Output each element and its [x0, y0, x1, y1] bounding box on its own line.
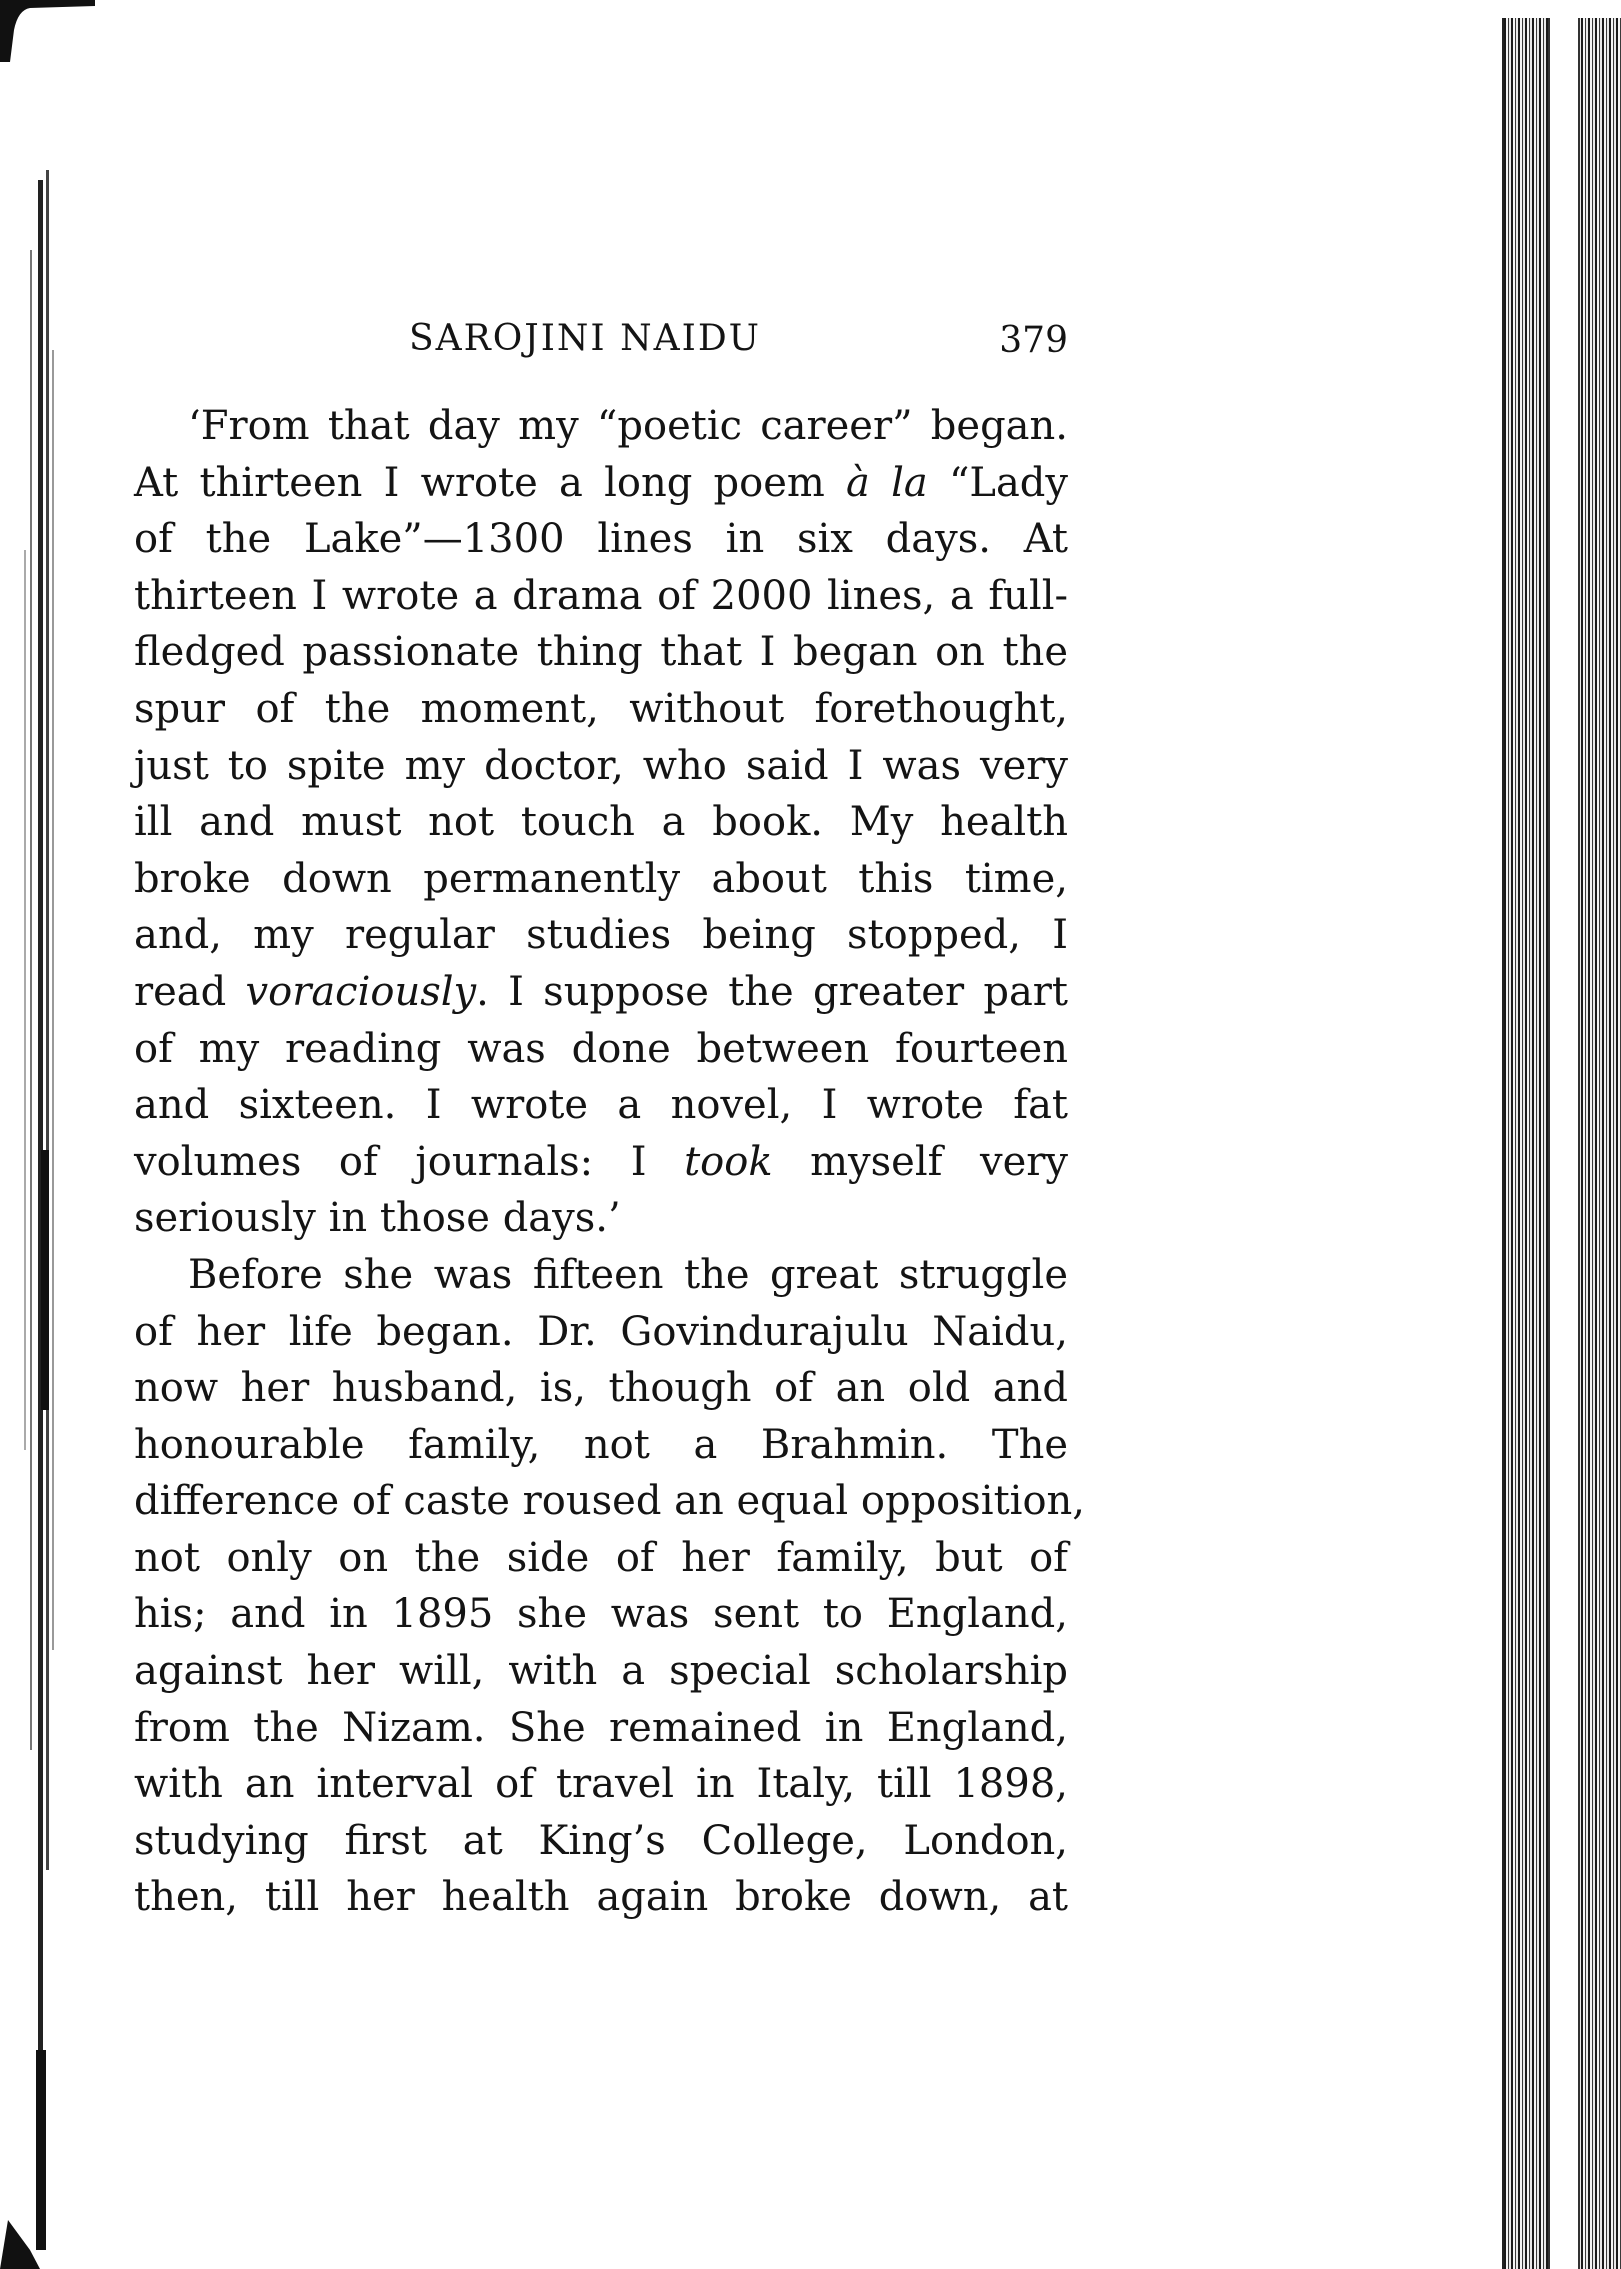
text-line: studying first at King’s College, London,: [134, 1817, 1068, 1864]
text-line: just to spite my doctor, who said I was very: [134, 742, 1068, 789]
text-line: spur of the moment, without forethought,: [134, 685, 1068, 732]
text-line: honourable family, not a Brahmin. The: [134, 1421, 1068, 1468]
text-line: then, till her health again broke down, at: [134, 1874, 1068, 1921]
text-line: from the Nizam. She remained in England,: [134, 1704, 1068, 1751]
page-number: 379: [999, 320, 1068, 361]
paragraph-narrative: [134, 1247, 1085, 1926]
text-line: broke down permanently about this time,: [134, 855, 1068, 902]
scan-right-page-edge-gap: [1548, 18, 1580, 2269]
text-line: now her husband, is, though of an old and: [134, 1365, 1068, 1412]
text-line: At thirteen I wrote a long poem à la “Lady: [134, 459, 1069, 506]
text-line: seriously in those days.’: [134, 1195, 621, 1242]
text-line: difference of caste roused an equal opposition,: [134, 1478, 1085, 1525]
scan-corner-mark: [0, 0, 95, 62]
text-line: read voraciously. I suppose the greater part: [134, 968, 1068, 1015]
text-line: his; and in 1895 she was sent to England,: [134, 1591, 1068, 1638]
text-line: volumes of journals: I took myself very: [134, 1138, 1068, 1185]
scan-left-binding-edge: [0, 150, 95, 2269]
text-line: with an interval of travel in Italy, till 1898,: [134, 1761, 1068, 1808]
text-line: against her will, with a special scholarship: [134, 1648, 1068, 1695]
text-line: thirteen I wrote a drama of 2000 lines, a full-: [134, 572, 1068, 619]
text-line: ill and must not touch a book. My health: [134, 799, 1068, 846]
running-head: [134, 318, 1068, 372]
body-text: [134, 398, 1085, 1926]
text-line: of the Lake”—1300 lines in six days. At: [134, 516, 1068, 563]
text-line: Before she was fifteen the great struggle: [188, 1251, 1068, 1298]
paragraph-quote: [134, 398, 1068, 1247]
text-line: ‘From that day my “poetic career” began.: [188, 403, 1068, 449]
text-line: of my reading was done between fourteen: [134, 1025, 1068, 1072]
text-line: and, my regular studies being stopped, I: [134, 912, 1068, 959]
text-line: and sixteen. I wrote a novel, I wrote fat: [134, 1082, 1068, 1129]
text-line: not only on the side of her family, but of: [134, 1534, 1068, 1581]
running-head-title: SAROJINI NAIDU: [409, 318, 762, 359]
text-line: fledged passionate thing that I began on the: [134, 629, 1068, 676]
text-line: of her life began. Dr. Govindurajulu Naidu,: [134, 1308, 1068, 1355]
